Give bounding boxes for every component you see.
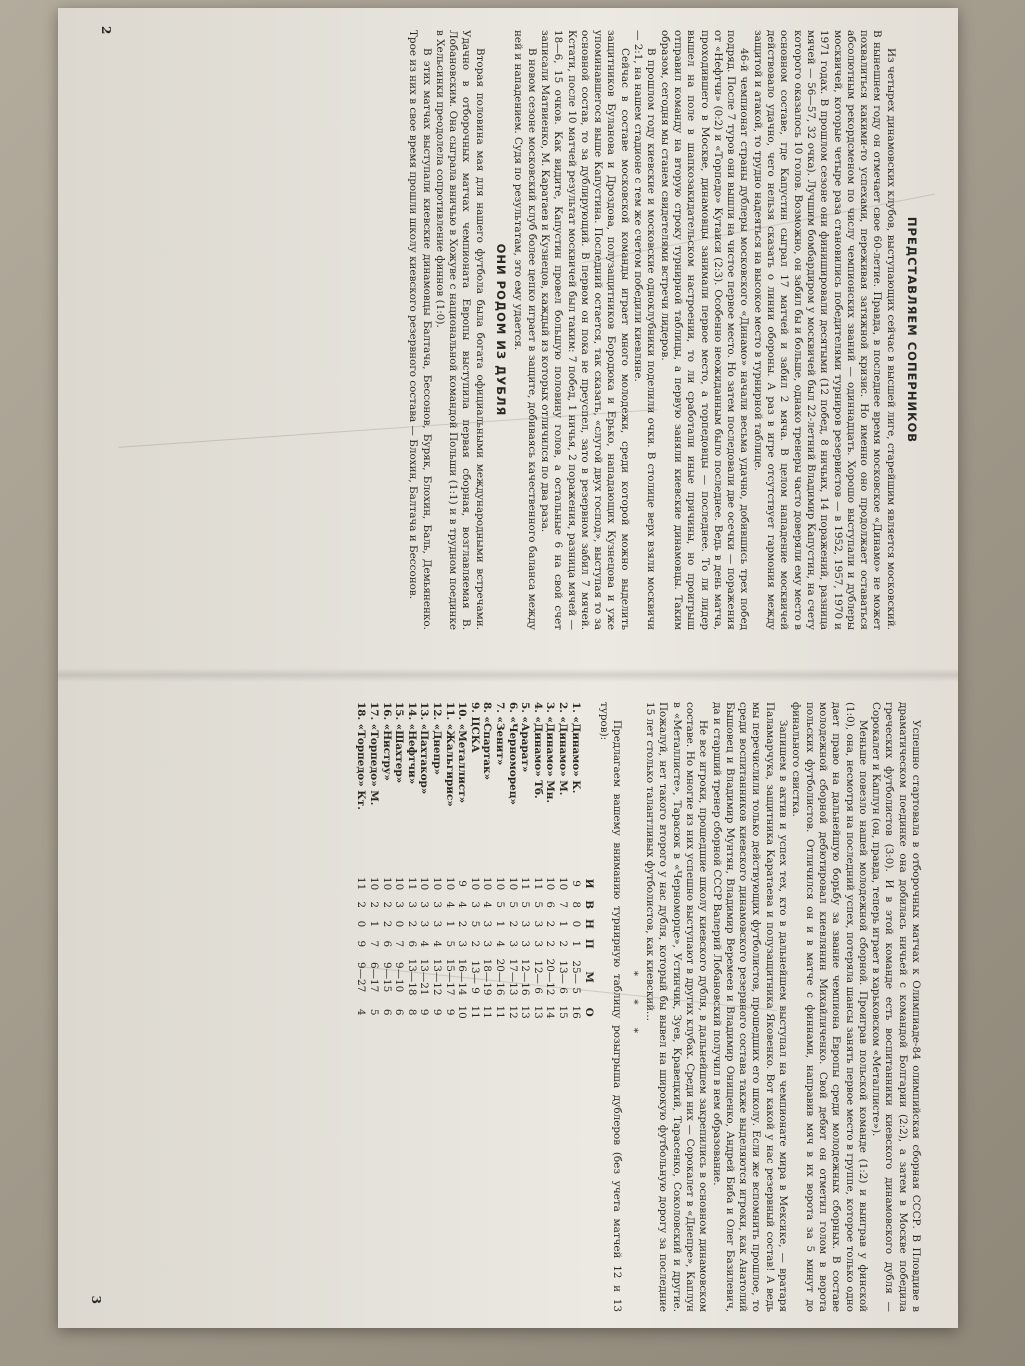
stat-cell: 5 [506, 901, 519, 908]
stat-cell: 9—15 [380, 961, 393, 993]
stat-cell: 10 [443, 877, 456, 891]
stat-cell: 25— 5 [569, 960, 582, 994]
stat-cell: 10 [368, 877, 381, 891]
team-name-cell: 1. «Динамо» К. [569, 702, 582, 794]
stat-cell: 3 [405, 901, 418, 908]
stat-cell: 11 [519, 877, 532, 891]
team-name-cell: 16. «Нистру» [380, 702, 393, 781]
team-name-cell: 4. «Динамо» Тб. [531, 702, 544, 799]
stat-cell: 13 [519, 1005, 532, 1019]
column-header: В [582, 900, 595, 910]
table-row [380, 702, 393, 1024]
stat-cell: 5 [519, 901, 532, 908]
stat-cell: 3 [506, 940, 519, 948]
paragraph: Из четырех динамовских клубов, выступающих сейчас в высшей лиге, старейшим является московский. В нынешнем году он отмечает свое 60-летие. Правда, в последнее время московское «Динамо» не может похвалиться какими-то успехами, переживая затяжной кризис. Но именно оно продолжает оставаться абсолютным рекордсменом по числу чемпионских званий — одиннадцать. Хорошо выступали и дублеры москвичей, которые четыре раза становились победителями турниров резервистов — в 1952, 1957, 1970 и 1971 годах. В прошлом сезоне они финишировали десятыми (12 побед, 8 ничьих, 14 поражений, разница мячей — 56—57, 32 очка). Лучшим бомбардиром у москвичей был 22-летний Владимир Капустин, на счету которого оказалось 10 голов. Возможно, он забил бы и больше, однако тренеры часто доверяли ему место в основном составе, где Капустин сыграл 17 матчей и забил 2 мяча. В целом нападение москвичей действовало удачно, чего нельзя сказать о линии обороны. А раз в игре отсутствует гармония между защитой и атакой, то трудно надеяться на высокое место в турнирной таблице. [751, 30, 897, 630]
table-row [367, 702, 380, 1024]
stat-cell: 3 [456, 940, 469, 948]
column-header: О [582, 1007, 595, 1017]
stat-cell: 6 [544, 901, 557, 908]
stat-cell: 1 [494, 920, 507, 928]
stat-cell: 6 [380, 940, 393, 948]
paragraph: Сейчас в составе московской команды играет много молодежи, среди которой можно выделить защитников Буланова и Дроздова, полузащитников Бородюка и Ерько, нападающих Кузнецова и уже упоминавшегося выше Капустина. Последний остается, так сказать, «слугой двух господ», выступая то за основной состав, то за дублирующий. В первом он пока не преуспел, зато в резервном забил 7 мячей. Кстати, после 10 матчей результат москвичей был таким: 7 побед, 1 ничья, 2 поражения, разница мячей — 18—6, 15 очков. Как видите, Капустин провел большую половину голов, а остальные 6 на свой счет записали Матвиенко, М. Каратаев и Кузнецов, каждый из которых отличился по два раза. [538, 30, 631, 630]
stat-cell: 9 [456, 880, 469, 887]
table-row [481, 702, 494, 1024]
stat-cell: 9 [418, 1008, 431, 1016]
article-heading: ПРЕДСТАВЛЯЕМ СОПЕРНИКОВ [905, 216, 919, 444]
stat-cell: 13— 9 [468, 960, 481, 994]
stat-cell: 10 [556, 877, 569, 891]
stat-cell: 0 [569, 920, 582, 928]
stat-cell: 4 [431, 940, 444, 948]
stat-cell: 7 [368, 940, 381, 948]
stat-cell: 9—27 [355, 961, 368, 993]
table-row [556, 702, 569, 1024]
stat-cell: 4 [443, 901, 456, 908]
table-row [493, 702, 506, 1024]
stat-cell: 3 [431, 920, 444, 928]
stat-cell: 9—10 [393, 961, 406, 993]
table-row [468, 702, 481, 1024]
team-name-cell: 5. «Арарат» [519, 702, 532, 773]
stat-cell: 2 [456, 920, 469, 928]
stat-cell: 3 [481, 940, 494, 948]
stat-cell: 10 [380, 877, 393, 891]
stat-cell: 4 [355, 1008, 368, 1016]
stat-cell: 10 [468, 877, 481, 891]
center-fold [58, 668, 958, 682]
stat-cell: 11 [355, 877, 368, 891]
table-row [506, 702, 519, 1024]
stat-cell: 12—16 [519, 958, 532, 996]
stat-cell: 8 [405, 1008, 418, 1016]
stat-cell: 10 [431, 877, 444, 891]
stat-cell: 11 [531, 877, 544, 891]
page-right [82, 702, 922, 1312]
stat-cell: 6 [405, 940, 418, 948]
team-name-cell: 14. «Нефтчи» [405, 702, 418, 785]
paragraph: Успешно стартовала в отборочных матчах к Олимпиаде-84 олимпийская сборная СССР. В Пловдиве в драматическом поединке она добилась ничьей с командой Болгарии (2:2), а затем в Москве победила греческих футболистов (3:0). И в этой команде есть воспитанники киевского динамовского дубля — Сорокалет и Каплун (он, правда, теперь играет в харьковском «Металлисте»). [870, 702, 922, 1312]
stat-cell: 13—18 [405, 958, 418, 996]
stat-cell: 15 [556, 1005, 569, 1019]
stat-cell: 5 [368, 1008, 381, 1016]
page-number: 3 [89, 1295, 103, 1304]
team-name-cell: 6. «Черноморец» [506, 702, 519, 805]
stat-cell: 1 [569, 940, 582, 948]
table-row [456, 702, 469, 1024]
column-header: Н [582, 919, 595, 929]
stat-cell: 12 [506, 1005, 519, 1019]
stat-cell: 5 [443, 940, 456, 948]
stat-cell: 8 [569, 901, 582, 908]
stat-cell: 1 [556, 920, 569, 928]
stat-cell: 2 [544, 920, 557, 928]
stat-cell: 13— 6 [556, 960, 569, 994]
stat-cell: 4 [418, 940, 431, 948]
stat-cell: 13 [531, 1005, 544, 1019]
stat-cell: 3 [481, 920, 494, 928]
stat-cell: 9 [569, 880, 582, 887]
column-header: И [582, 878, 595, 889]
stat-cell: 3 [418, 920, 431, 928]
stat-cell: 6 [393, 1008, 406, 1016]
stat-cell: 4 [481, 901, 494, 908]
table-row [531, 702, 544, 1024]
team-name-cell: 8. «Спартак» [481, 702, 494, 781]
stat-cell: 7 [393, 940, 406, 948]
stat-cell: 3 [531, 940, 544, 948]
stat-cell: 2 [468, 940, 481, 948]
page-number: 2 [99, 26, 113, 35]
paragraph: Вторая половина мая для нашего футбола была богата официальными международными встречами. Удачно в отборочных матчах чемпионата Европы выступила первая сборная, возглавляемая В. Лобановским. Она сыграла вничью в Хожуве с национальной командой Польши (1:1) и в трудном поединке в Хельсинки преодолела сопротивление финнов (1:0). [433, 30, 486, 630]
team-name-cell: 3. «Динамо» Мн. [544, 702, 557, 804]
stat-cell: 10 [544, 877, 557, 891]
table-intro: Предлагаем вашему вниманию турнирную таблицу розыгрыша дублеров (без учета матчей 12 и 13 туров): [598, 702, 624, 1312]
stat-cell: 20—16 [494, 958, 507, 996]
stat-cell: 20—12 [544, 958, 557, 996]
stat-cell: 16—14 [456, 958, 469, 996]
team-name-cell: 7. «Зенит» [494, 702, 507, 766]
stat-cell: 2 [355, 901, 368, 908]
table-row [519, 702, 532, 1024]
stat-cell: 15—17 [443, 958, 456, 996]
stat-cell: 10 [506, 877, 519, 891]
stat-cell: 9 [355, 940, 368, 948]
paragraph: В прошлом году киевские и московские одноклубники поделили очки. В столице верх взяли москвичи — 2:1, на нашем стадионе с тем же счетом победили киевляне. [632, 30, 658, 630]
stat-cell: 12— 6 [531, 960, 544, 994]
stat-cell: 13—12 [431, 958, 444, 996]
stat-cell: 9 [431, 1008, 444, 1016]
stat-cell: 1 [443, 920, 456, 928]
stat-cell: 14 [544, 1005, 557, 1019]
stat-cell: 2 [556, 940, 569, 948]
stat-cell: 6 [380, 1008, 393, 1016]
stat-cell: 6—17 [368, 961, 381, 993]
team-name-cell: 18. «Торпедо» Кт. [355, 702, 368, 810]
stat-cell: 2 [368, 901, 381, 908]
page-left [82, 26, 922, 630]
stat-cell: 16 [569, 1005, 582, 1019]
stat-cell: 3 [418, 901, 431, 908]
paragraph: В новом сезоне московский клуб более цепко играет в защите, добиваясь качественного баланса между ней и нападением. Судя по результатам, это ему удается. [512, 30, 538, 630]
stat-cell: 10 [481, 877, 494, 891]
team-name-cell: 2. «Динамо» М. [556, 702, 569, 796]
table-row [405, 702, 418, 1024]
stat-cell: 1 [368, 920, 381, 928]
stat-cell: 3 [468, 901, 481, 908]
stat-cell: 11 [481, 1005, 494, 1019]
table-row [430, 702, 443, 1024]
stat-cell: 10 [393, 877, 406, 891]
stat-cell: 5 [531, 901, 544, 908]
stat-cell: 2 [506, 920, 519, 928]
paragraph: В этих матчах выступали киевские динамовцы Балтача, Бессонов, Буряк, Блохин, Баль, Демьяненко. Трое из них в свое время прошли школу киевского резервного состава — Блохин, Балтача и Бессонов. [407, 30, 433, 630]
team-name-cell: 13. «Пахтакор» [418, 702, 431, 795]
table-row [393, 702, 406, 1024]
stat-cell: 18—19 [481, 958, 494, 996]
stat-cell: 2 [380, 901, 393, 908]
stat-cell: 0 [355, 920, 368, 928]
section-subheading: ОНИ РОДОМ ИЗ ДУБЛЯ [494, 243, 509, 417]
standings-table [355, 702, 595, 1024]
stat-cell: 3 [431, 901, 444, 908]
paragraph: Запишем в актив и успех тех, кто в дальнейшем выступал на чемпионате мира в Мексике, — вратаря Паламарчука, защитника Каратаева и полузащитника Яковенко. Вот какой у нас резервный состав! А ведь мы перечислили только действующих футболистов, прошедших его школу. Если же вспомнить прошлое, то среди воспитанников киевского динамовского резервного состава также выделяются игроки, как Анатолий Бышовец и Владимир Мунтян, Владимир Веремеев и Владимир Онищенко, Андрей Биба и Олег Базилевич, да и старший тренер сборной СССР Валерий Лобановский получил в нем образование. [710, 702, 790, 1312]
stat-cell: 13—21 [418, 958, 431, 996]
stat-cell: 2 [380, 920, 393, 928]
stat-cell: 3 [531, 920, 544, 928]
paragraph: Не все игроки, прошедшие школу киевского дубля, в дальнейшем закрепились в основном динамовском составе. Но многие из них успешно выступают в других клубах. Среди них — Сорокалет в «Днепре», Каплун в «Металлисте», Тарасюк в «Черноморце», Устинчик, Зуев, Кравецкий, Тарасенко, Соколовский и другие. Пожалуй, нет такого второго у нас дубля, который бы вывел на широкую футбольную дорогу за последние 15 лет столько талантливых футболистов, как киевский... [644, 702, 710, 1312]
column-header: М [582, 971, 595, 983]
stat-cell: 10 [494, 877, 507, 891]
paragraph: Меньше повезло нашей молодежной сборной. Проиграв польской команде (1:2) и выиграв у финской (1:0), она, несмотря на последний успех, потеряла шансы занять первое место в группе, которое только одно дает право на дальнейшую борьбу за звание чемпиона Европы среди молодежных сборных. В составе молодежной сборной дебютировал киевлянин Михайличенко. Свой дебют он отметил голом в ворота польских футболистов. Отличился он и в матче с финнами, направив мяч в их ворота за 5 минут до финального свистка. [790, 702, 869, 1312]
stat-cell: 9 [443, 1008, 456, 1016]
team-name-cell: 9. ЦСКА [468, 702, 481, 753]
team-name-cell: 11. «Жальгирис» [443, 702, 456, 807]
stat-cell: 4 [494, 940, 507, 948]
table-row [418, 702, 431, 1024]
stat-cell: 17—13 [506, 958, 519, 996]
stat-cell: 5 [468, 920, 481, 928]
stat-cell: 2 [405, 920, 418, 928]
team-name-cell: 15. «Шахтер» [393, 702, 406, 784]
stat-cell: 7 [556, 901, 569, 908]
stat-cell: 11 [494, 1005, 507, 1019]
team-name-cell: 17. «Торпедо» М. [368, 702, 381, 806]
paragraph: 46-й чемпионат страны дублеры московского «Динамо» начали весьма удачно, добившись трех побед подряд. После 7 туров они вышли на чистое первое место. Но затем последовали две осечки — поражения от «Нефтчи» (0:2) и «Торпедо» Кутаиси (2:3). Особенно неожиданным было последнее. Ведь в день матча, проходившего в Москве, динамовцы занимали первое место, а торпедовцы — последнее. То ли лидер вышел на поле в шапкозакидательском настроении, то ли сработали иные причины, но проигрыш отправил команду на вторую строку турнирной таблицы, а первую заняли киевские динамовцы. Таким образом, сегодня мы станем свидетелями встречи лидеров. [658, 30, 751, 630]
stat-cell: 2 [544, 940, 557, 948]
stat-cell: 10 [418, 877, 431, 891]
stat-cell: 11 [405, 877, 418, 891]
stat-cell: 5 [494, 901, 507, 908]
column-header: П [582, 938, 595, 949]
stat-cell: 11 [468, 1005, 481, 1019]
table-row [569, 702, 582, 1024]
stat-cell: 4 [456, 901, 469, 908]
team-name-cell: 10. «Металлист» [456, 702, 469, 804]
standings-body [355, 702, 582, 1024]
table-header-row [582, 702, 595, 1024]
table-row [355, 702, 368, 1024]
table-row [443, 702, 456, 1024]
stat-cell: 10 [456, 1005, 469, 1019]
stat-cell: 3 [519, 940, 532, 948]
section-divider: * * * [627, 970, 640, 1044]
stat-cell: 3 [393, 901, 406, 908]
team-column-header [582, 702, 595, 872]
table-row [544, 702, 557, 1024]
stat-cell: 0 [393, 920, 406, 928]
stat-cell: 3 [519, 920, 532, 928]
team-name-cell: 12. «Днепр» [431, 702, 444, 776]
